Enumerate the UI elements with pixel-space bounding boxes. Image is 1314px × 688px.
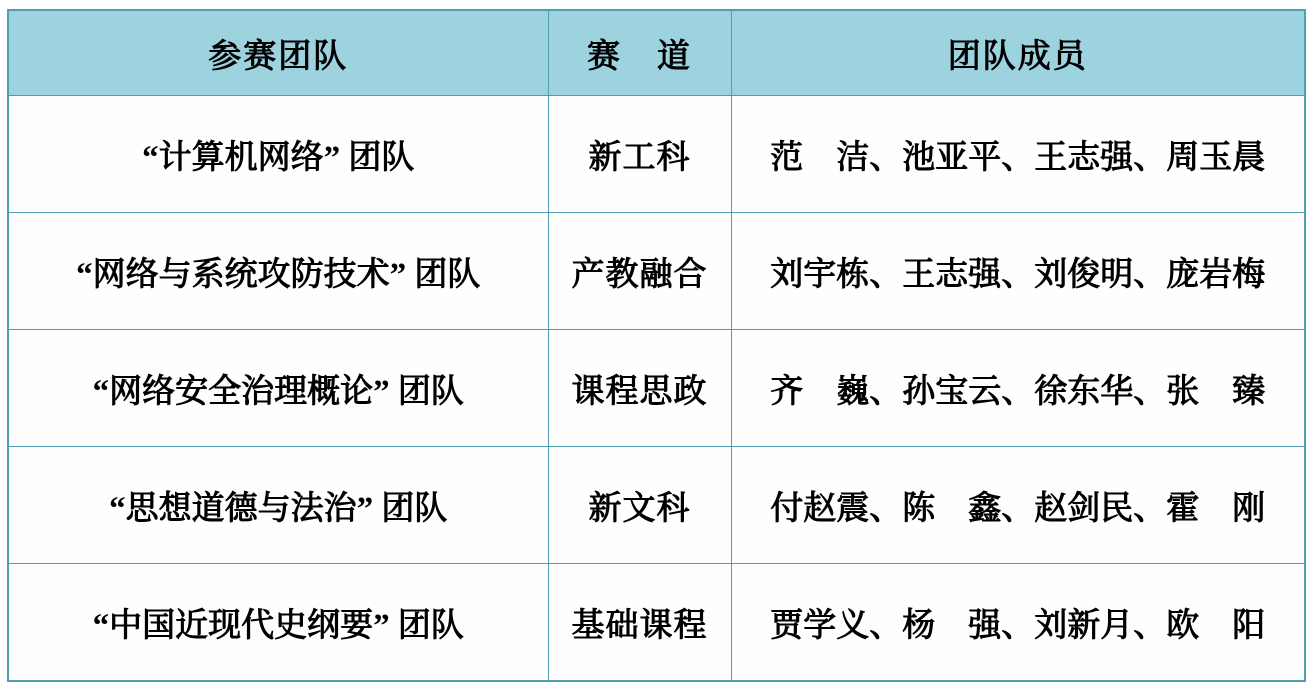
teams-table xyxy=(7,9,1306,682)
table-row xyxy=(8,96,1305,213)
team-name-cell: “计算机网络” 团队 xyxy=(8,96,548,213)
members-cell: 贾学义、杨 强、刘新月、欧 阳 xyxy=(731,564,1305,682)
team-name-cell: “网络安全治理概论” 团队 xyxy=(8,330,548,447)
teams-table-sheet xyxy=(7,9,1306,682)
members-cell: 刘宇栋、王志强、刘俊明、庞岩梅 xyxy=(731,213,1305,330)
members-cell: 范 洁、池亚平、王志强、周玉晨 xyxy=(731,96,1305,213)
team-name-cell: “网络与系统攻防技术” 团队 xyxy=(8,213,548,330)
track-cell: 新文科 xyxy=(548,447,731,564)
track-cell: 新工科 xyxy=(548,96,731,213)
header-members-column: 团队成员 xyxy=(731,10,1305,96)
table-row xyxy=(8,447,1305,564)
members-cell: 齐 巍、孙宝云、徐东华、张 臻 xyxy=(731,330,1305,447)
track-cell: 基础课程 xyxy=(548,564,731,682)
track-cell: 课程思政 xyxy=(548,330,731,447)
table-row xyxy=(8,330,1305,447)
header-team-column: 参赛团队 xyxy=(8,10,548,96)
table-row xyxy=(8,564,1305,682)
team-name-cell: “思想道德与法治” 团队 xyxy=(8,447,548,564)
table-row xyxy=(8,213,1305,330)
track-cell: 产教融合 xyxy=(548,213,731,330)
team-name-cell: “中国近现代史纲要” 团队 xyxy=(8,564,548,682)
header-track-column: 赛 道 xyxy=(548,10,731,96)
members-cell: 付赵震、陈 鑫、赵剑民、霍 刚 xyxy=(731,447,1305,564)
table-header-row xyxy=(8,10,1305,96)
